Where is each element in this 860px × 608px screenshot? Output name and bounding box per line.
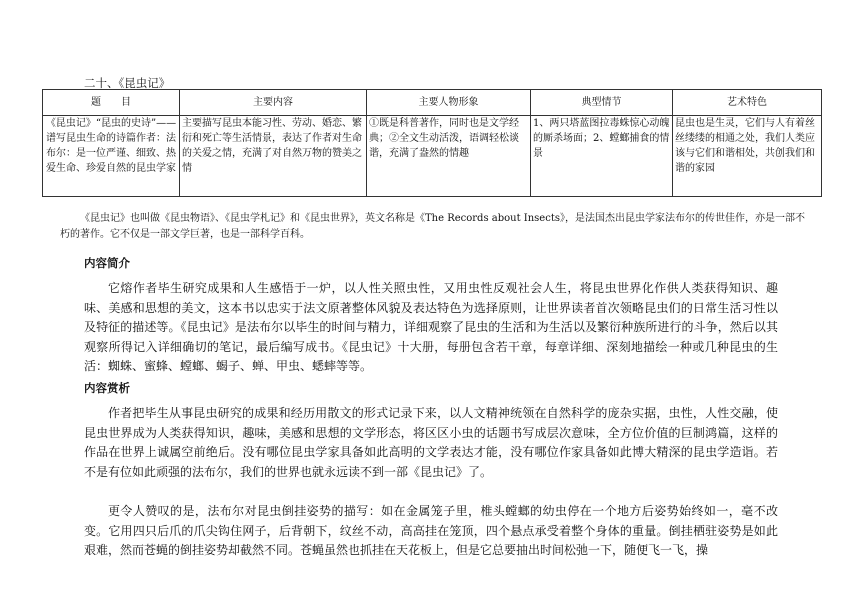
header-plots: 典型情节 <box>531 90 673 116</box>
section-title: 二十、《昆虫记》 <box>84 76 171 90</box>
cell-art: 昆虫也是生灵，它们与人有着丝丝缕缕的相通之处，我们人类应该与它们和谐相处，共创我们和谐的家园 <box>673 116 822 197</box>
cell-plots: 1、两只塔蓝图拉毒蛛惊心动魄的厮杀场面；2、螳螂捕食的情景 <box>531 116 673 197</box>
summary-heading: 内容简介 <box>84 256 130 270</box>
header-content: 主要内容 <box>180 90 367 116</box>
appreciation-heading: 内容赏析 <box>84 381 130 395</box>
cell-characters: ①既是科普著作，同时也是文学经典；②全文生动活泼，语调轻松谈谐，充满了盎然的情趣 <box>367 116 531 197</box>
header-title: 题 目 <box>43 90 180 116</box>
header-characters: 主要人物形象 <box>367 90 531 116</box>
header-art: 艺术特色 <box>673 90 822 116</box>
cell-content: 主要描写昆虫本能习性、劳动、婚恋、繁衍和死亡等生活情景，表达了作者对生命的关爱之情，充满了对自然万物的赞美之情 <box>180 116 367 197</box>
appreciation-paragraph-1: 作者把毕生从事昆虫研究的成果和经历用散文的形式记录下来，以人文精神统领在自然科学的庞杂实据，虫性，人性交融，使昆虫世界成为人类获得知识，趣味，美感和思想的文学形态，将区区小虫的话题书写成层次意味，全方位价值的巨制鸿篇，这样的作品在世界上诚属空前绝后。没有哪位昆虫学家具备如此高明的文学表达才能，没有哪位作家具备如此博大精深的昆虫学造诣。若不是有位如此顽强的法布尔，我们的世界也就永远读不到一部《昆虫记》了。 <box>84 406 778 479</box>
cell-title: 《昆虫记》“昆虫的史诗”——谱写昆虫生命的诗篇作者：法布尔：是一位严谨、细致、热爱生命、珍爱自然的昆虫学家 <box>43 116 180 197</box>
table-header-row <box>43 90 822 116</box>
table-row <box>43 116 822 197</box>
intro-paragraph: 《昆虫记》也叫做《昆虫物语》、《昆虫学札记》和《昆虫世界》，英文名称是《The Records about Insects》，是法国杰出昆虫学家法布尔的传世佳作，亦是一部不朽的著作。它不仅是一部文学巨著，也是一部科学百科。 <box>60 213 805 240</box>
summary-paragraph: 它熔作者毕生研究成果和人生感悟于一炉，以人性关照虫性，又用虫性反观社会人生，将昆虫世界化作供人类获得知识、趣味、美感和思想的美文，这本书以忠实于法文原著整体风貌及表达特色为选择原则，让世界读者首次领略昆虫们的日常生活习性以及特征的描述等。《昆虫记》是法布尔以毕生的时间与精力，详细观察了昆虫的生活和为生活以及繁衍种族所进行的斗争，然后以其观察所得记入详细确切的笔记，最后编写成书。《昆虫记》十大册，每册包含若干章，每章详细、深刻地描绘一种或几种昆虫的生活：蜘蛛、蜜蜂、螳螂、蝎子、蝉、甲虫、蟋蟀等等。 <box>84 281 778 373</box>
appreciation-paragraph-2: 更令人赞叹的是，法布尔对昆虫倒挂姿势的描写：如在金属笼子里，椎头螳螂的幼虫停在一个地方后姿势始终如一，毫不改变。它用四只后爪的爪尖钩住网子，后背朝下，纹丝不动，高高挂在笼顶，四个悬点承受着整个身体的重量。倒挂栖驻姿势是如此艰难，然而苍蝇的倒挂姿势却截然不同。苍蝇虽然也抓挂在天花板上，但是它总要抽出时间松弛一下，随便飞一飞，操 <box>84 504 778 557</box>
info-table <box>42 89 822 197</box>
